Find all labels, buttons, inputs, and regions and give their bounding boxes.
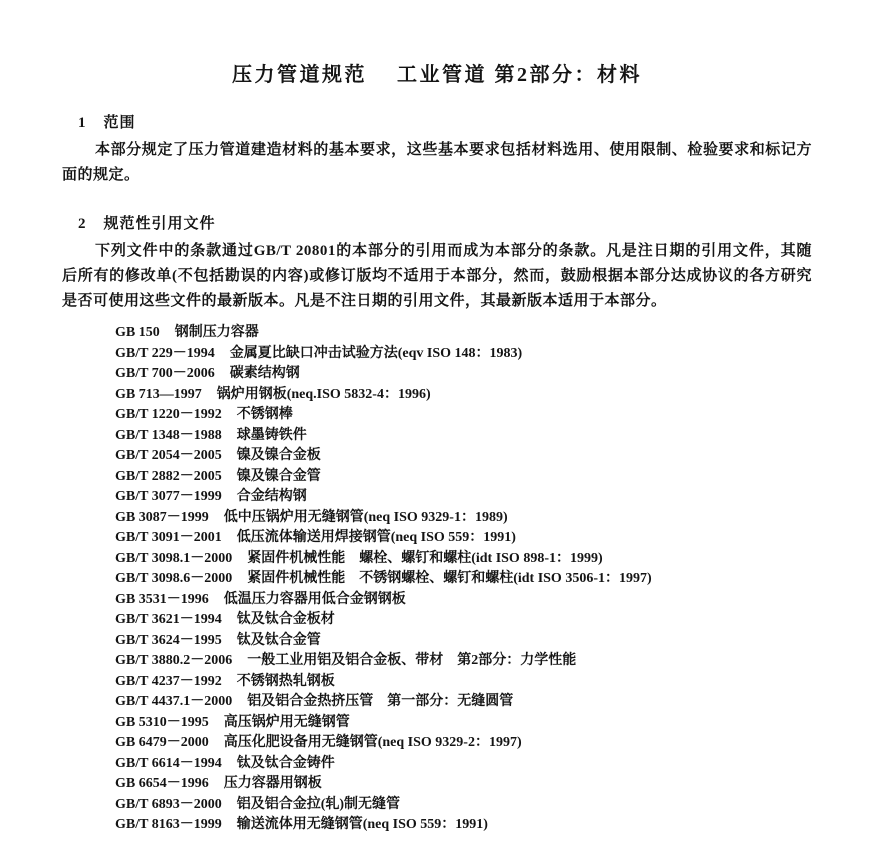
reference-code: GB 713—1997 <box>115 386 202 402</box>
reference-title: 合金结构钢 <box>236 489 307 504</box>
section-title: 范围 <box>103 115 136 131</box>
reference-item <box>115 508 812 529</box>
reference-code: GB/T 3098.6－2000 <box>115 571 233 586</box>
reference-item <box>115 631 812 652</box>
reference-title: 不锈钢棒 <box>236 407 293 422</box>
reference-item <box>115 774 812 795</box>
reference-item <box>115 385 812 406</box>
reference-code: GB 150 <box>115 325 160 340</box>
section-number: 2 <box>78 216 87 232</box>
reference-title: 钛及钛合金板材 <box>236 612 335 627</box>
reference-title: 铝及铝合金拉(轧)制无缝管 <box>236 796 401 812</box>
reference-code: GB/T 3880.2－2006 <box>115 653 233 668</box>
reference-code: GB/T 3098.1－2000 <box>115 550 233 566</box>
reference-title: 高压锅炉用无缝钢管 <box>223 714 350 730</box>
reference-item <box>115 426 812 447</box>
reference-code: GB/T 2882－2005 <box>115 468 222 484</box>
reference-item <box>115 672 812 693</box>
reference-title: 不锈钢热轧钢板 <box>236 673 335 689</box>
reference-code: GB/T 4437.1－2000 <box>115 694 233 709</box>
reference-title: 钛及钛合金管 <box>236 632 321 648</box>
reference-title: 铝及铝合金热挤压管 第一部分：无缝圆管 <box>247 694 514 709</box>
reference-item <box>115 467 812 488</box>
reference-item <box>115 651 812 672</box>
reference-title: 锅炉用钢板(neq.ISO 5832-4：1996) <box>216 386 431 402</box>
reference-item <box>115 528 812 549</box>
reference-title: 低温压力容器用低合金钢钢板 <box>223 591 406 607</box>
reference-item <box>115 405 812 426</box>
reference-title: 紧固件机械性能 螺栓、螺钉和螺柱(idt ISO 898-1：1999) <box>247 550 603 566</box>
reference-code: GB/T 6893－2000 <box>115 796 222 812</box>
reference-title: 压力容器用钢板 <box>223 776 322 791</box>
reference-item <box>115 733 812 754</box>
section-heading <box>62 111 812 132</box>
reference-title: 一般工业用铝及铝合金板、带材 第2部分：力学性能 <box>247 653 577 668</box>
reference-code: GB/T 6614－1994 <box>115 755 222 771</box>
reference-item <box>115 713 812 734</box>
reference-title: 钛及钛合金铸件 <box>236 755 335 771</box>
reference-item <box>115 364 812 385</box>
reference-code: GB 6654－1996 <box>115 776 209 791</box>
section-heading <box>62 212 812 233</box>
section-number: 1 <box>78 115 87 131</box>
reference-title: 低压流体输送用焊接钢管(neq ISO 559：1991) <box>236 530 516 545</box>
paragraph: 下列文件中的条款通过GB/T 20801的本部分的引用而成为本部分的条款。凡是注日期的引用文件，其随后所有的修改单(不包括勘误的内容)或修订版均不适用于本部分，然而，鼓励根据本部分达成协议的各方研究是否可使用这些文件的最新版本。凡是不注日期的引用文件，其最新版本适用于本部分。 <box>62 243 812 309</box>
reference-title: 镍及镍合金管 <box>236 468 321 484</box>
paragraph: 本部分规定了压力管道建造材料的基本要求，这些基本要求包括材料选用、使用限制、检验要求和标记方面的规定。 <box>62 142 812 183</box>
reference-list <box>62 323 812 836</box>
reference-title: 镍及镍合金板 <box>236 448 321 463</box>
reference-title: 钢制压力容器 <box>174 325 259 340</box>
reference-code: GB 6479－2000 <box>115 735 209 750</box>
reference-item <box>115 795 812 816</box>
reference-code: GB/T 1220－1992 <box>115 407 222 422</box>
reference-code: GB/T 3621－1994 <box>115 612 222 627</box>
reference-title: 高压化肥设备用无缝钢管(neq ISO 9329-2：1997) <box>223 735 522 750</box>
reference-item <box>115 569 812 590</box>
reference-code: GB 3087－1999 <box>115 509 209 525</box>
reference-item <box>115 344 812 365</box>
reference-item <box>115 549 812 570</box>
reference-item <box>115 590 812 611</box>
reference-item <box>115 815 812 836</box>
reference-code: GB/T 3077－1999 <box>115 489 222 504</box>
reference-item <box>115 692 812 713</box>
reference-title: 球墨铸铁件 <box>236 427 307 443</box>
reference-code: GB 5310－1995 <box>115 714 209 730</box>
reference-code: GB 3531－1996 <box>115 591 209 607</box>
reference-code: GB/T 8163－1999 <box>115 817 222 832</box>
reference-title: 金属夏比缺口冲击试验方法(eqv ISO 148：1983) <box>229 345 523 361</box>
reference-code: GB/T 3624－1995 <box>115 632 222 648</box>
reference-title: 紧固件机械性能 不锈钢螺栓、螺钉和螺柱(idt ISO 3506-1：1997) <box>247 571 652 586</box>
reference-code: GB/T 3091－2001 <box>115 530 222 545</box>
reference-item <box>115 446 812 467</box>
reference-title: 输送流体用无缝钢管(neq ISO 559：1991) <box>236 817 488 832</box>
reference-item <box>115 754 812 775</box>
reference-code: GB/T 2054－2005 <box>115 448 222 463</box>
reference-item <box>115 487 812 508</box>
reference-code: GB/T 1348－1988 <box>115 427 222 443</box>
reference-code: GB/T 4237－1992 <box>115 673 222 689</box>
reference-title: 低中压锅炉用无缝钢管(neq ISO 9329-1：1989) <box>223 509 508 525</box>
reference-code: GB/T 700－2006 <box>115 366 215 381</box>
reference-item <box>115 610 812 631</box>
section-normative-references <box>62 212 812 836</box>
section-title: 规范性引用文件 <box>103 216 216 232</box>
page-title: 压力管道规范 工业管道 第2部分：材料 <box>232 64 642 86</box>
reference-item <box>115 323 812 344</box>
section-scope <box>62 111 812 188</box>
reference-code: GB/T 229－1994 <box>115 345 215 361</box>
reference-title: 碳素结构钢 <box>229 366 300 381</box>
